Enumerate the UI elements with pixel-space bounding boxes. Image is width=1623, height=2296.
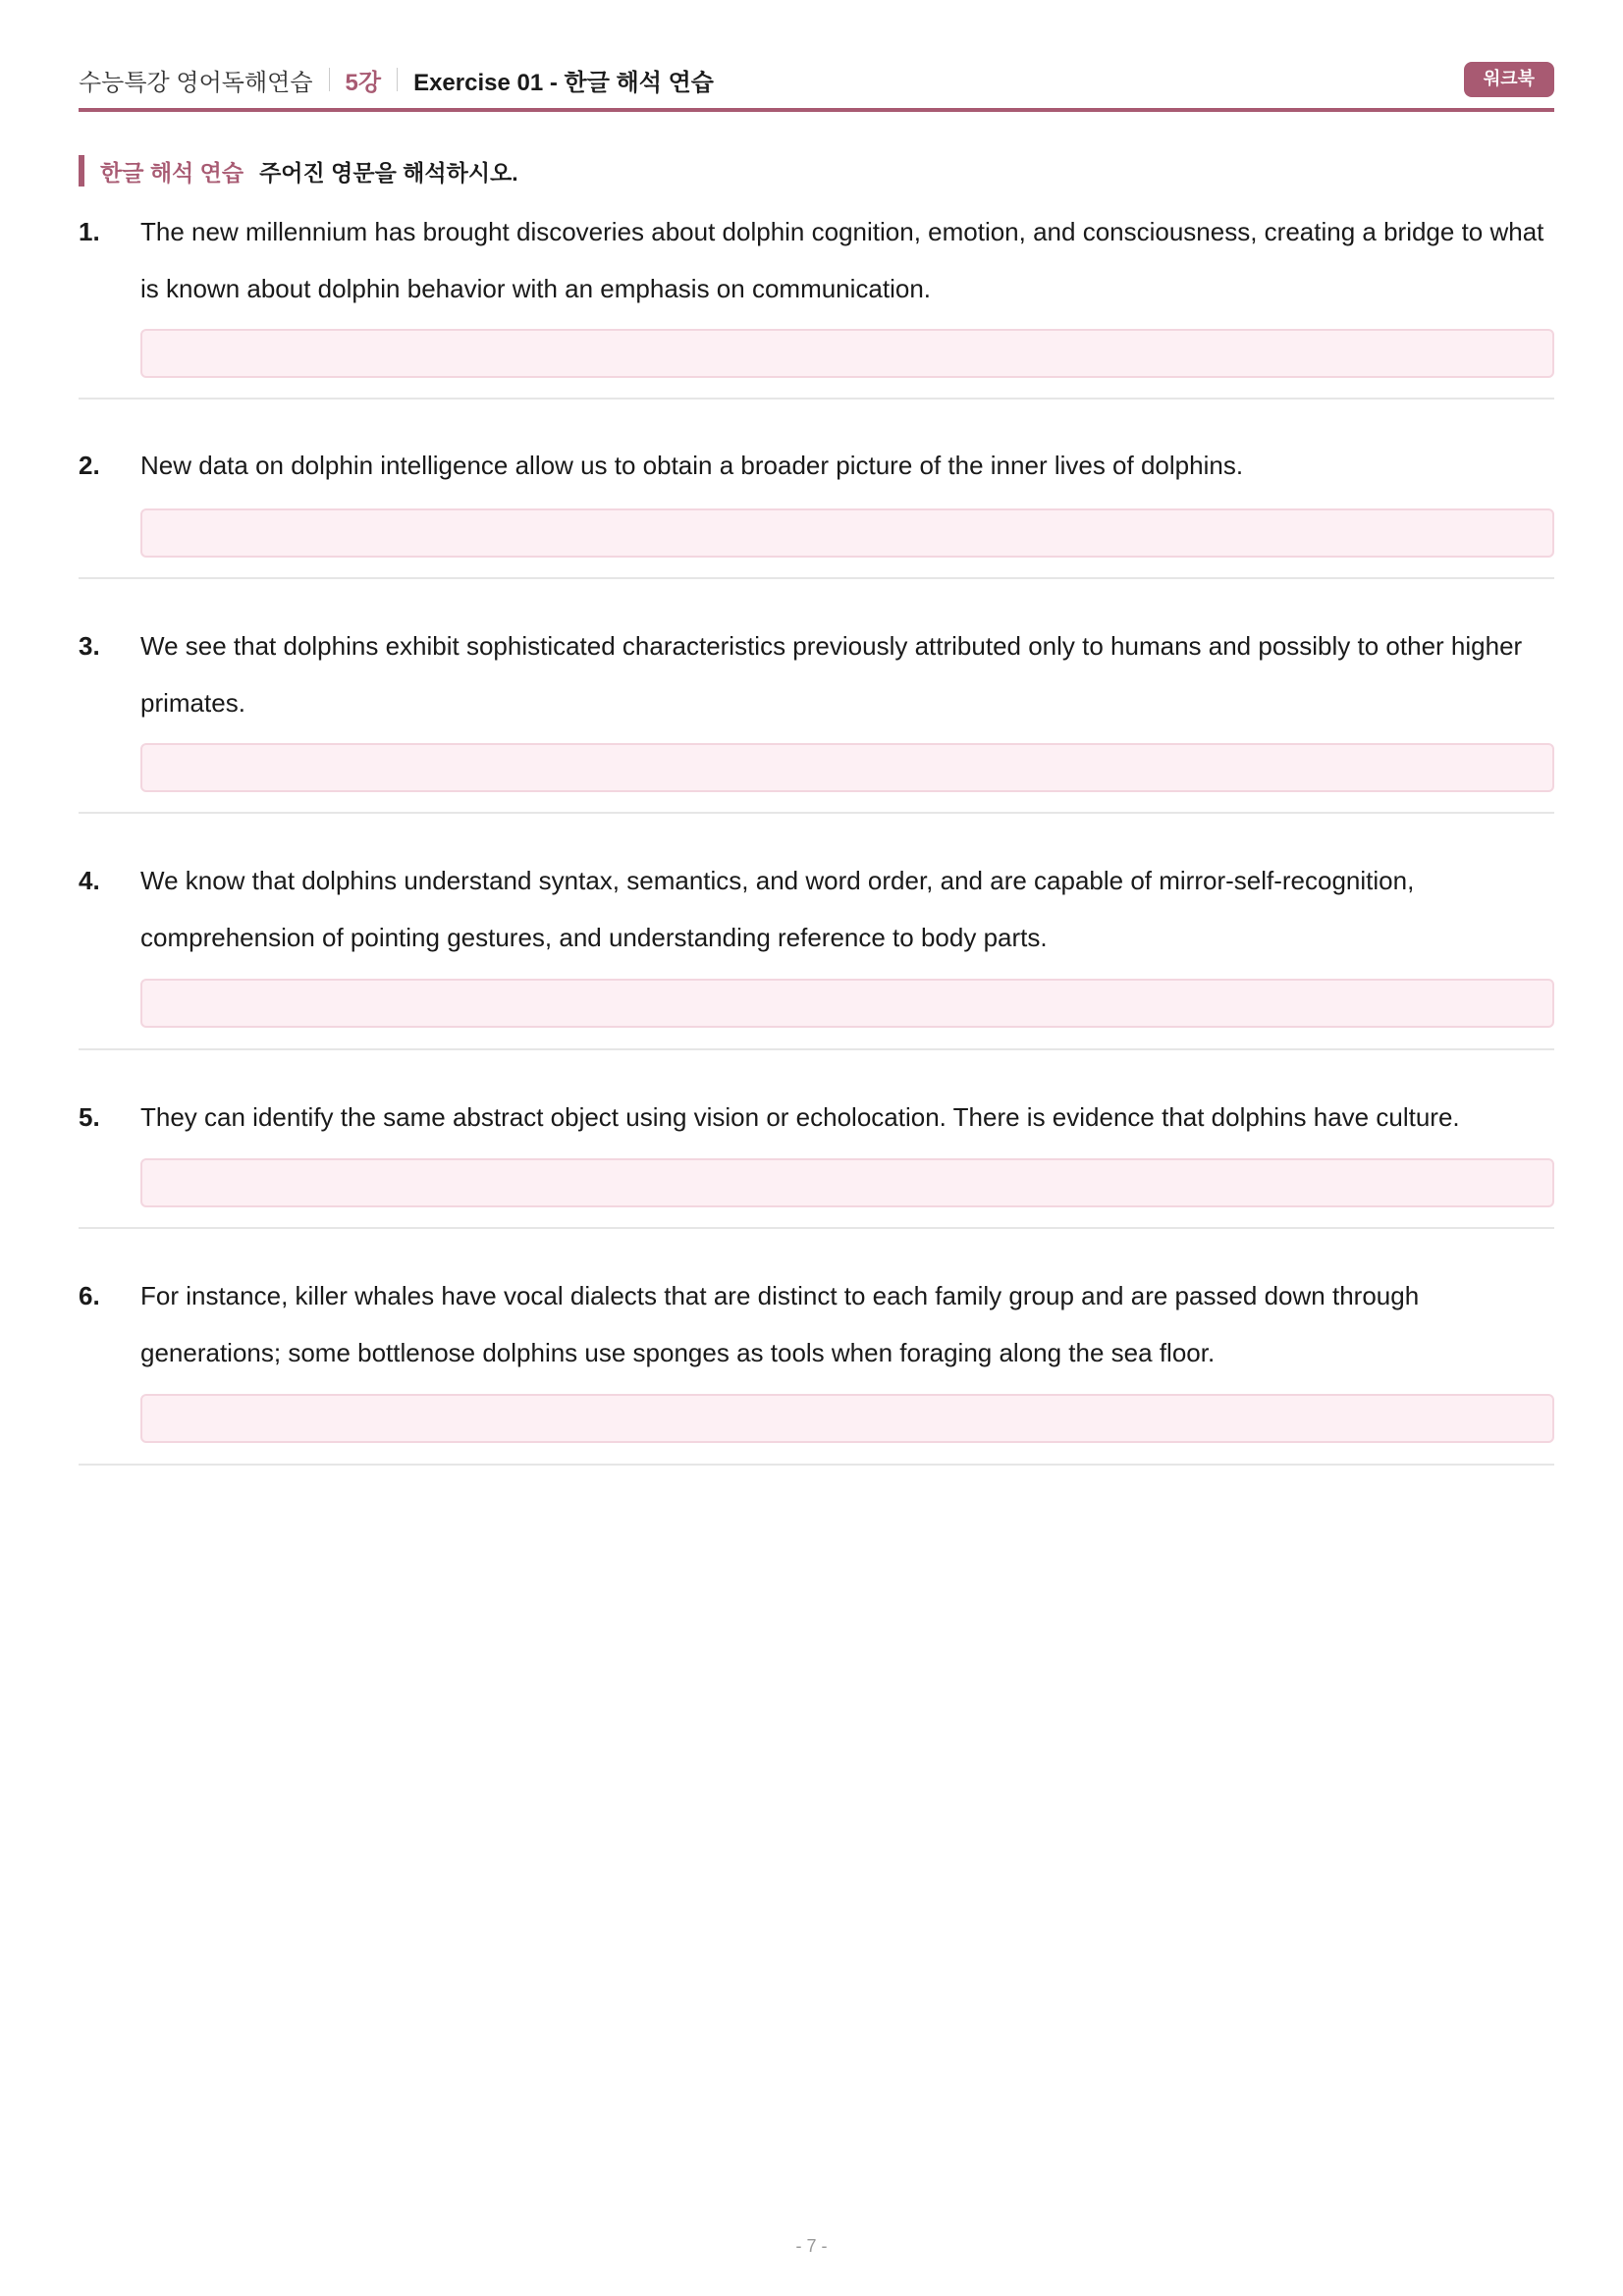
question-text: The new millennium has brought discoveries about dolphin cognition, emotion, and consciousness, creating a bridge to what is known about dolphin behavior with an emphasis on communication. bbox=[140, 217, 1544, 303]
question-number: 5. bbox=[79, 1102, 100, 1132]
answer-field[interactable] bbox=[140, 979, 1554, 1028]
answer-field[interactable] bbox=[140, 508, 1554, 558]
page-number: - 7 - bbox=[795, 2236, 828, 2256]
question-number: 3. bbox=[79, 631, 100, 661]
question-number: 4. bbox=[79, 866, 100, 895]
question-item bbox=[79, 617, 1554, 814]
question-item bbox=[79, 203, 1554, 400]
question-number: 2. bbox=[79, 451, 100, 480]
header-divider bbox=[329, 68, 330, 91]
question-text: New data on dolphin intelligence allow us to obtain a broader picture of the inner lives of dolphins. bbox=[140, 451, 1244, 480]
question-text: They can identify the same abstract object using vision or echolocation. There is evidence that dolphins have culture. bbox=[140, 1102, 1460, 1132]
answer-field[interactable] bbox=[140, 1158, 1554, 1207]
workbook-badge: 워크북 bbox=[1464, 62, 1554, 97]
series-title: 수능특강 영어독해연습 bbox=[79, 69, 313, 96]
question-text: We know that dolphins understand syntax, semantics, and word order, and are capable of mirror-self-recognition, comprehension of pointing gestures, and understanding reference to body parts. bbox=[140, 866, 1415, 952]
question-number: 6. bbox=[79, 1281, 100, 1310]
question-text: We see that dolphins exhibit sophisticated characteristics previously attributed only to humans and possibly to other higher primates. bbox=[140, 631, 1523, 718]
answer-field[interactable] bbox=[140, 743, 1554, 792]
question-number: 1. bbox=[79, 217, 100, 246]
question-item bbox=[79, 1267, 1554, 1466]
instruction-bar bbox=[79, 155, 518, 187]
question-item bbox=[79, 437, 1554, 579]
instruction-text: 주어진 영문을 해석하시오. bbox=[259, 159, 518, 186]
question-item bbox=[79, 1089, 1554, 1229]
header-divider bbox=[397, 68, 398, 91]
page-header bbox=[79, 57, 1554, 112]
answer-field[interactable] bbox=[140, 329, 1554, 378]
question-text: For instance, killer whales have vocal dialects that are distinct to each family group and are passed down through generations; some bottlenose dolphins use sponges as tools when foraging along the sea floor. bbox=[140, 1281, 1420, 1367]
answer-field[interactable] bbox=[140, 1394, 1554, 1443]
lesson-number: 5강 bbox=[345, 69, 382, 96]
exercise-title: Exercise 01 - 한글 해석 연습 bbox=[413, 69, 714, 96]
instruction-label: 한글 해석 연습 bbox=[100, 159, 244, 186]
question-item bbox=[79, 852, 1554, 1050]
